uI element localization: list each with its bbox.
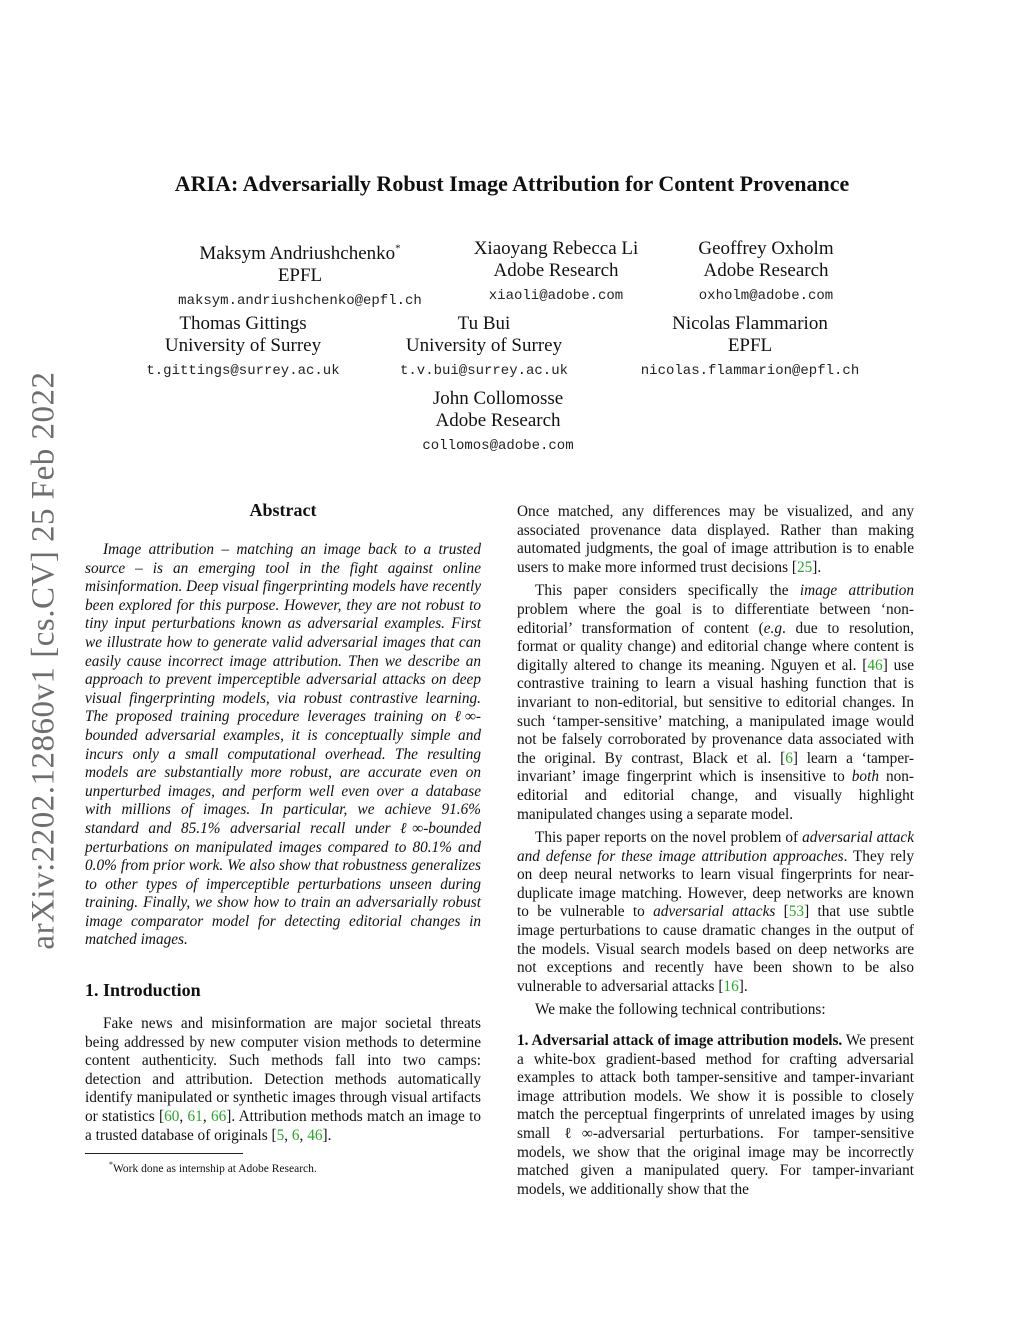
author-email[interactable]: nicolas.flammarion@epfl.ch [640, 363, 860, 379]
footnote-text: Work done as internship at Adobe Research. [113, 1163, 317, 1176]
citation-link[interactable]: 66 [210, 1108, 227, 1126]
author-name: John Collomosse [432, 388, 564, 409]
footnote-rule [85, 1153, 243, 1154]
author-email[interactable]: t.gittings@surrey.ac.uk [146, 363, 340, 379]
author-name: Xiaoyang Rebecca Li [473, 238, 639, 259]
citation-link[interactable]: 5 [276, 1126, 285, 1144]
citation-link[interactable]: 46 [867, 656, 883, 674]
citation-link[interactable]: 61 [187, 1108, 203, 1126]
citation-link[interactable]: 53 [788, 903, 805, 921]
citation-link[interactable]: 16 [723, 977, 739, 995]
author-name: Thomas Gittings [179, 313, 307, 334]
author-email[interactable]: xiaoli@adobe.com [488, 288, 624, 304]
citation-link[interactable]: 25 [796, 558, 813, 576]
author-block [610, 313, 890, 382]
author-name: Nicolas Flammarion [672, 313, 828, 334]
author-email[interactable]: collomos@adobe.com [422, 438, 574, 454]
citation-link[interactable]: 60 [164, 1108, 180, 1126]
contribution-text: We present a white-box gradient-based method for crafting adversarial examples to attack both tamper-sensitive and tamper-invariant image attribution models. We show it is possible to closely match the perceptual fingerprints of unrelated images by using small ℓ∞-adversarial perturbations. For tamper-sensitive models, we show that the original image may be incorrectly matched given a manipulated query. For tamper-invariant models, we additionally show that the [517, 1032, 914, 1198]
abstract-text: Image attribution – matching an image back to a trusted source – is an emerging tool in the fight against online misinformation. Deep visual fingerprinting models have recently been explored for this purpose. However, they are not robust to tiny input perturbations known as adversarial examples. First we illustrate how to generate valid adversarial images that can easily cause incorrect image attribution. Then we describe an approach to prevent imperceptible adversarial attacks on deep visual fingerprinting models, via robust contrastive learning. The proposed training procedure leverages training on ℓ∞-bounded adversarial examples, it is conceptually simple and incurs only a small computational overhead. The resulting models are substantially more robust, are accurate even on unperturbed images, and perform well even over a database with millions of images. In particular, we achieve 91.6% standard and 85.1% adversarial recall under ℓ∞-bounded perturbations on manipulated images compared to 80.1% and 0.0% from prior work. We also show that robustness generalizes to other types of imperceptible perturbations unseen during training. Finally, we show how to train an adversarially robust image comparator model for detecting editorial changes in matched images. [85, 541, 481, 949]
contribution-heading: 1. Adversarial attack of image attribution models. [517, 1032, 843, 1050]
section-heading-introduction: 1. Introduction [85, 980, 201, 1001]
author-block [140, 238, 460, 312]
intro-paragraph: Fake news and misinformation are major societal threats being addressed by new computer vision methods to determine content authenticity. Such methods fall into two camps: detection and attribution. Detection methods automatically identify manipulated or synthetic images through visual artifacts or statistics [60, 61, 66]. Attribution methods match an image to a trusted database of originals [5, 6, 46]. [85, 1015, 481, 1144]
author-affiliation: University of Surrey [164, 335, 322, 356]
citation-link[interactable]: 6 [291, 1126, 300, 1144]
body-paragraph: This paper considers specifically the image attribution problem where the goal is to differentiate between ‘non-editorial’ transformation of content (e.g. due to resolution, format or quality change) and editorial change where content is digitally altered to change its meaning. Nguyen et al. [46] use contrastive training to learn a visual hashing function that is invariant to non-editorial, but sensitive to editorial changes. In such ‘tamper-sensitive’ matching, a manipulated image would not be falsely corroborated by provenance data associated with the original. By contrast, Black et al. [6] learn a ‘tamper-invariant’ image fingerprint which is insensitive to both non-editorial and editorial change, and visually highlight manipulated changes using a separate model. [517, 582, 914, 823]
author-footnote-mark: * [395, 243, 401, 255]
citation-link[interactable]: 46 [307, 1126, 323, 1144]
footnote [85, 1158, 481, 1176]
arxiv-id: arXiv:2202.12860v1 [cs.CV] 25 Feb 2022 [25, 370, 62, 950]
left-column [85, 500, 481, 1176]
arxiv-sidebar-stamp [24, 350, 64, 970]
author-block [660, 238, 872, 307]
author-affiliation: Adobe Research [435, 410, 561, 431]
author-affiliation: EPFL [727, 335, 773, 356]
author-block [380, 313, 588, 382]
author-affiliation: Adobe Research [703, 260, 829, 281]
author-name: Tu Bui [457, 313, 511, 334]
footnote-mark: * [109, 1160, 113, 1170]
author-affiliation: University of Surrey [405, 335, 563, 356]
author-email[interactable]: maksym.andriushchenko@epfl.ch [178, 293, 422, 310]
body-paragraph: Once matched, any differences may be visualized, and any associated provenance data displayed. Rather than making automated judgments, the goal of image attribution is to enable users to make more informed trust decisions [25]. [517, 503, 914, 576]
author-block [441, 238, 671, 307]
contribution-item [517, 1032, 914, 1199]
right-column [517, 503, 914, 1199]
author-block [393, 388, 603, 457]
body-paragraph: This paper reports on the novel problem of adversarial attack and defense for these image attribution approaches. They rely on deep neural networks to learn visual fingerprints for near-duplicate image matching. However, deep networks are known to be vulnerable to adversarial attacks [53] that use subtle image perturbations to cause dramatic changes in the output of the models. Visual search models based on deep networks are not exceptions and recently have been shown to be also vulnerable to adversarial attacks [16]. [517, 829, 915, 995]
author-name: Maksym Andriushchenko* [199, 243, 401, 265]
paper-title: ARIA: Adversarially Robust Image Attribution for Content Provenance [174, 171, 850, 196]
author-email[interactable]: oxholm@adobe.com [698, 288, 834, 304]
author-affiliation: Adobe Research [493, 260, 619, 281]
author-email[interactable]: t.v.bui@surrey.ac.uk [399, 363, 569, 379]
author-block [120, 313, 366, 382]
abstract-heading: Abstract [249, 500, 317, 520]
body-paragraph: We make the following technical contributions: [535, 1001, 826, 1019]
author-name: Geoffrey Oxholm [698, 238, 834, 259]
citation-link[interactable]: 6 [785, 749, 793, 767]
author-affiliation: EPFL [277, 265, 323, 287]
